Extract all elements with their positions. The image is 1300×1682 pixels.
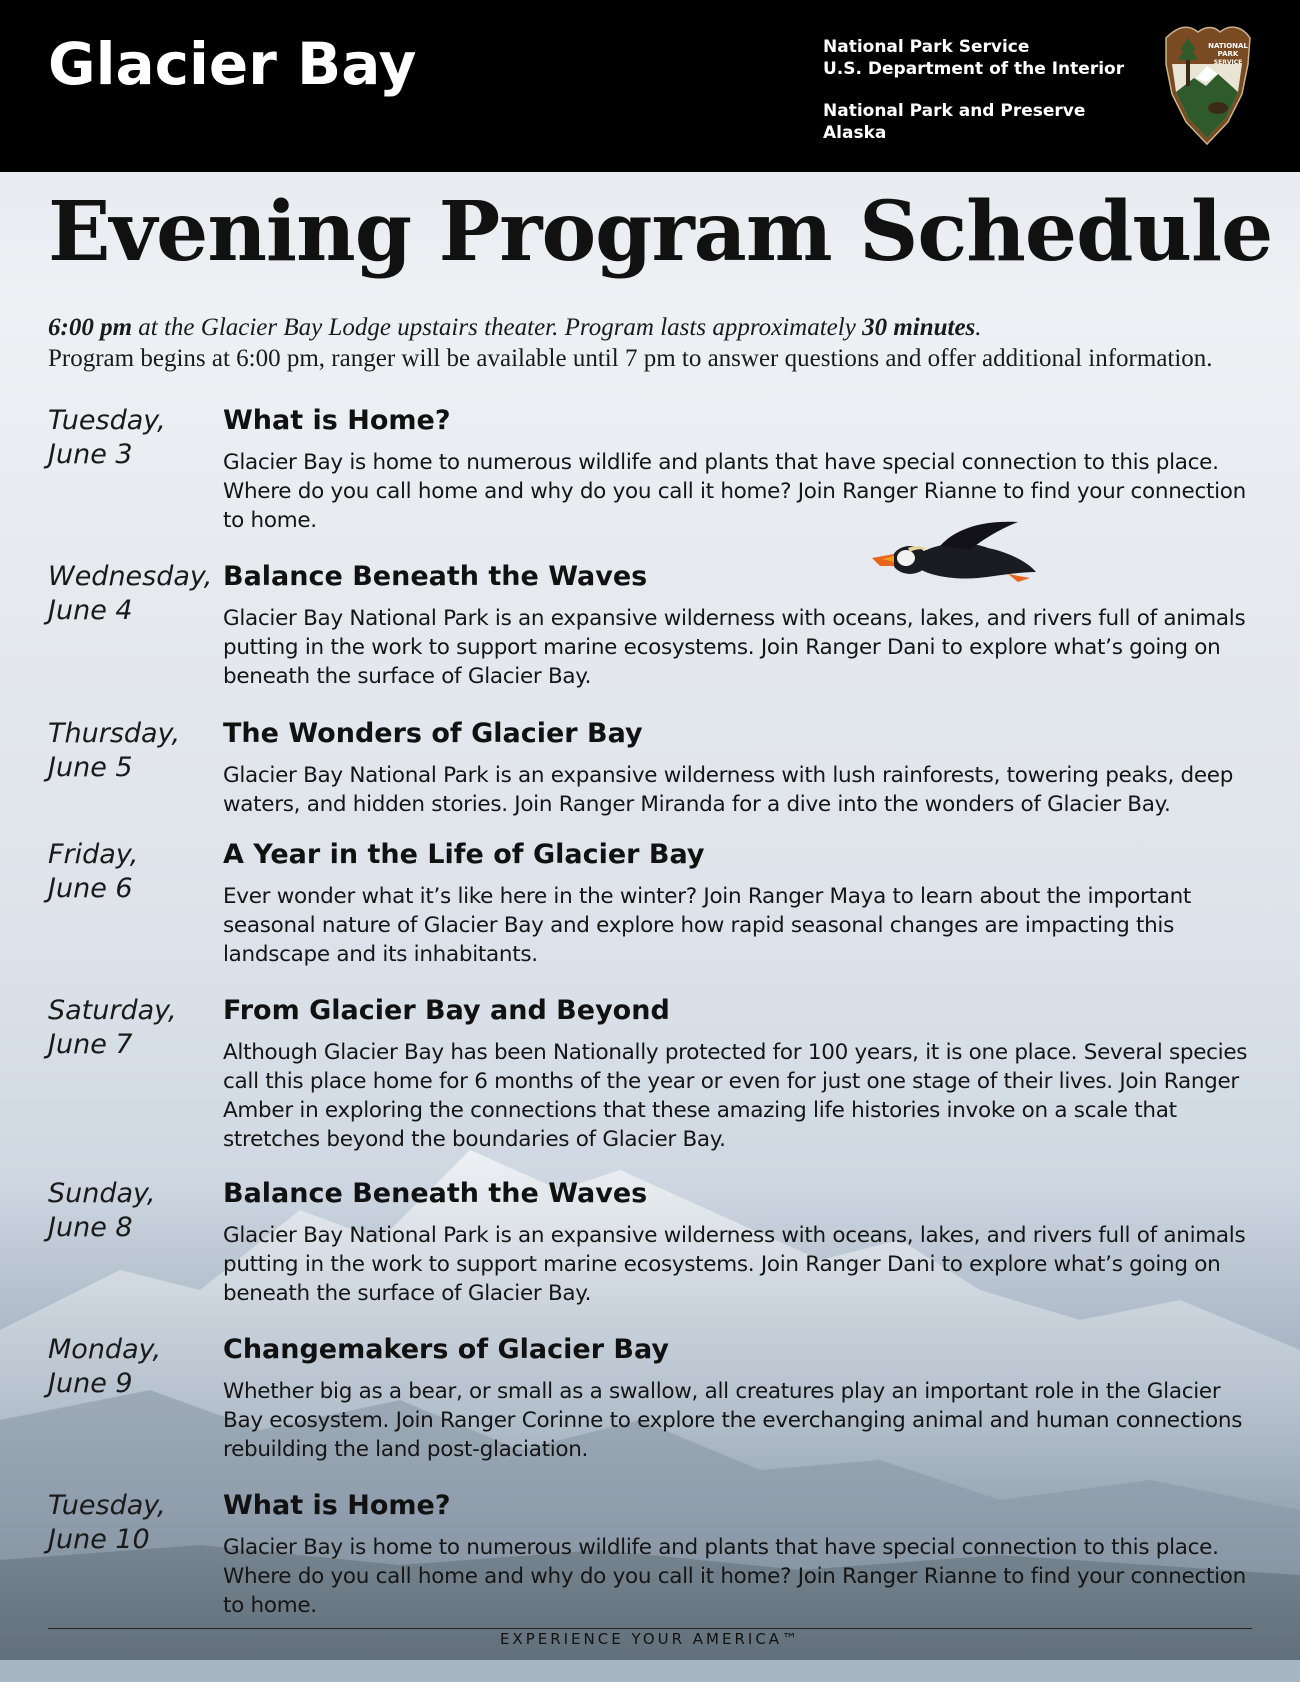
program-title: Balance Beneath the Waves bbox=[223, 561, 648, 592]
program-title: Changemakers of Glacier Bay bbox=[223, 1334, 669, 1365]
intro-line-1: 6:00 pm at the Glacier Bay Lodge upstairs theater. Program lasts approximately 30 minutes. bbox=[48, 314, 982, 341]
unit-line-2: Alaska bbox=[823, 123, 887, 143]
agency-info bbox=[823, 36, 1124, 144]
program-description: Glacier Bay National Park is an expansive wilderness with oceans, lakes, and rivers full of animals putting in the work to support marine ecosystems. Join Ranger Dani to explore what’s going on beneath the surface of Glacier Bay. bbox=[223, 1223, 1246, 1306]
program-date: Wednesday, June 4 bbox=[48, 561, 213, 626]
intro-location: at the Glacier Bay Lodge upstairs theater. Program lasts approximately bbox=[132, 314, 863, 341]
page-title: Evening Program Schedule bbox=[48, 184, 1273, 280]
program-title: Balance Beneath the Waves bbox=[223, 1178, 648, 1209]
footer-divider bbox=[48, 1628, 1252, 1629]
svg-text:PARK: PARK bbox=[1217, 50, 1239, 58]
program-date: Friday, June 6 bbox=[48, 839, 139, 904]
program-description: Glacier Bay is home to numerous wildlife and plants that have special connection to this place. Where do you call home and why do you call it home? Join Ranger Rianne to find your connection to home. bbox=[223, 450, 1246, 533]
program-date: Tuesday, June 3 bbox=[48, 405, 166, 470]
program-duration: 30 minutes bbox=[862, 314, 976, 341]
program-date: Tuesday, June 10 bbox=[48, 1490, 166, 1555]
nps-arrowhead-logo bbox=[1158, 24, 1256, 146]
program-title: From Glacier Bay and Beyond bbox=[223, 995, 670, 1026]
program-date: Thursday, June 5 bbox=[48, 718, 181, 783]
program-date: Sunday, June 8 bbox=[48, 1178, 156, 1243]
header-bar bbox=[0, 0, 1300, 172]
svg-text:SERVICE: SERVICE bbox=[1213, 59, 1243, 66]
program-date: Saturday, June 7 bbox=[48, 995, 177, 1060]
unit-line-1: National Park and Preserve bbox=[823, 101, 1086, 121]
program-title: What is Home? bbox=[223, 1490, 451, 1521]
program-time: 6:00 pm bbox=[48, 314, 133, 341]
program-date: Monday, June 9 bbox=[48, 1334, 162, 1399]
program-description: Whether big as a bear, or small as a swallow, all creatures play an important role in the Glacier Bay ecosystem. Join Ranger Corinne to explore the everchanging animal and human connections rebuilding the land post-glaciation. bbox=[223, 1379, 1243, 1462]
program-description: Glacier Bay National Park is an expansive wilderness with lush rainforests, towering peaks, deep waters, and hidden stories. Join Ranger Miranda for a dive into the wonders of Glacier Bay. bbox=[223, 763, 1234, 817]
program-description: Although Glacier Bay has been Nationally protected for 100 years, it is one place. Several species call this place home for 6 months of the year or even for just one stage of their lives. Join Ranger Amber in exploring the connections that these amazing life histories invoke on a scale that stretches beyond the boundaries of Glacier Bay. bbox=[223, 1040, 1248, 1152]
footer-tagline: EXPERIENCE YOUR AMERICA™ bbox=[499, 1630, 801, 1648]
intro-line-2: Program begins at 6:00 pm, ranger will be available until 7 pm to answer questions and offer additional information. bbox=[48, 345, 1213, 372]
park-name: Glacier Bay bbox=[48, 30, 417, 98]
program-description: Glacier Bay National Park is an expansive wilderness with oceans, lakes, and rivers full of animals putting in the work to support marine ecosystems. Join Ranger Dani to explore what’s going on beneath the surface of Glacier Bay. bbox=[223, 606, 1246, 689]
program-title: What is Home? bbox=[223, 405, 451, 436]
logo-lettering: NATIONAL bbox=[1208, 42, 1248, 50]
agency-line-1: National Park Service bbox=[823, 37, 1030, 57]
intro-text bbox=[48, 312, 1268, 374]
program-description: Ever wonder what it’s like here in the winter? Join Ranger Maya to learn about the important seasonal nature of Glacier Bay and explore how rapid seasonal changes are impacting this landscape and its inhabitants. bbox=[223, 884, 1192, 967]
program-title: A Year in the Life of Glacier Bay bbox=[223, 839, 705, 870]
program-description: Glacier Bay is home to numerous wildlife and plants that have special connection to this place. Where do you call home and why do you call it home? Join Ranger Rianne to find your connection to home. bbox=[223, 1535, 1246, 1618]
program-title: The Wonders of Glacier Bay bbox=[223, 718, 643, 749]
agency-line-2: U.S. Department of the Interior bbox=[823, 59, 1125, 79]
